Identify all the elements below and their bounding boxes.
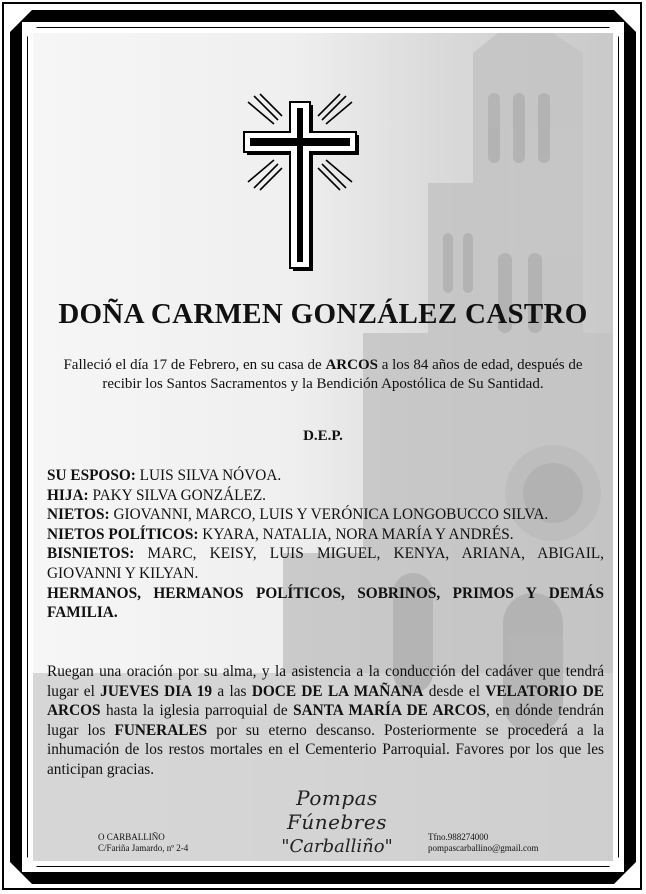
cross-icon	[240, 92, 360, 272]
family-names: GIOVANNI, MARCO, LUIS Y VERÓNICA LONGOBUCCO SILVA.	[109, 506, 549, 524]
intro-text: Falleció el día 17 de Febrero, en su casa de	[63, 357, 326, 373]
family-names: LUIS SILVA NÓVOA.	[135, 467, 282, 484]
family-names: PAKY SILVA GONZÁLEZ.	[88, 486, 267, 504]
family-entry	[47, 505, 604, 525]
notice-text: por su eterno descanso. Posteriormente se procederá a la inhumación de los restos mortales en el Cementerio Parroquial. Favores por los que les anticipan gracias.	[47, 721, 604, 778]
footer-email: pompascarballino@gmail.com	[428, 843, 539, 853]
family-entry	[47, 584, 604, 623]
family-label: HIJA:	[47, 486, 89, 504]
notice-text: Ruegan una oración por su alma, y la asistencia a la conducción del cadáver que tendrá lugar el	[47, 663, 604, 700]
family-label: HERMANOS, HERMANOS POLÍTICOS, SOBRINOS, PRIMOS Y DEMÁS FAMILIA.	[47, 584, 604, 622]
funeral-home-logo	[262, 786, 412, 857]
intro-place: ARCOS	[325, 357, 378, 373]
logo-line-2: "Carballiño"	[281, 836, 393, 857]
logo-line-1: Pompas Fúnebres	[287, 786, 387, 834]
intro-text-continued: a los 84 años de edad, después de recibir los Santos Sacramentos y la Bendición Apostólica de Su Santidad.	[102, 357, 583, 392]
notice-time: DOCE DE LA MAÑANA	[251, 682, 424, 700]
family-entry	[47, 486, 604, 506]
footer-town: O CARBALLIÑO	[98, 832, 165, 842]
notice-wake-location: VELATORIO DE ARCOS	[47, 682, 604, 720]
family-label: NIETOS POLÍTICOS:	[47, 525, 199, 543]
notice-funerals: FUNERALES	[114, 721, 208, 739]
notice-text: , en dónde tendrán lugar los	[47, 702, 604, 739]
notice-text: hasta la iglesia parroquial de	[100, 702, 294, 720]
death-announcement	[60, 356, 586, 394]
family-label: NIETOS:	[47, 506, 110, 524]
footer-contact	[428, 832, 539, 854]
family-list	[47, 466, 604, 623]
family-entry	[47, 466, 604, 486]
footer-address	[98, 832, 188, 854]
cross-emblem	[240, 92, 360, 272]
family-names: KYARA, NATALIA, NORA MARÍA Y ANDRÉS.	[198, 525, 514, 543]
notice-text: desde el	[423, 682, 486, 700]
family-entry	[47, 525, 604, 545]
footer-street: C/Fariña Jamardo, nº 2-4	[98, 843, 189, 853]
notice-text: a las	[212, 682, 252, 700]
footer-phone: Tfno.988274000	[428, 832, 489, 842]
family-label: BISNIETOS:	[47, 545, 135, 563]
deceased-name: DOÑA CARMEN GONZÁLEZ CASTRO	[58, 298, 588, 330]
notice-church: SANTA MARÍA DE ARCOS	[293, 702, 487, 720]
family-entry	[47, 544, 604, 583]
family-label: SU ESPOSO:	[47, 467, 136, 484]
dep-abbreviation: D.E.P.	[303, 428, 343, 444]
family-names: MARC, KEISY, LUIS MIGUEL, KENYA, ARIANA, ABIGAIL, GIOVANNI Y KILYAN.	[47, 545, 604, 582]
notice-day: JUEVES DIA 19	[100, 682, 213, 700]
funeral-notice	[47, 662, 604, 780]
